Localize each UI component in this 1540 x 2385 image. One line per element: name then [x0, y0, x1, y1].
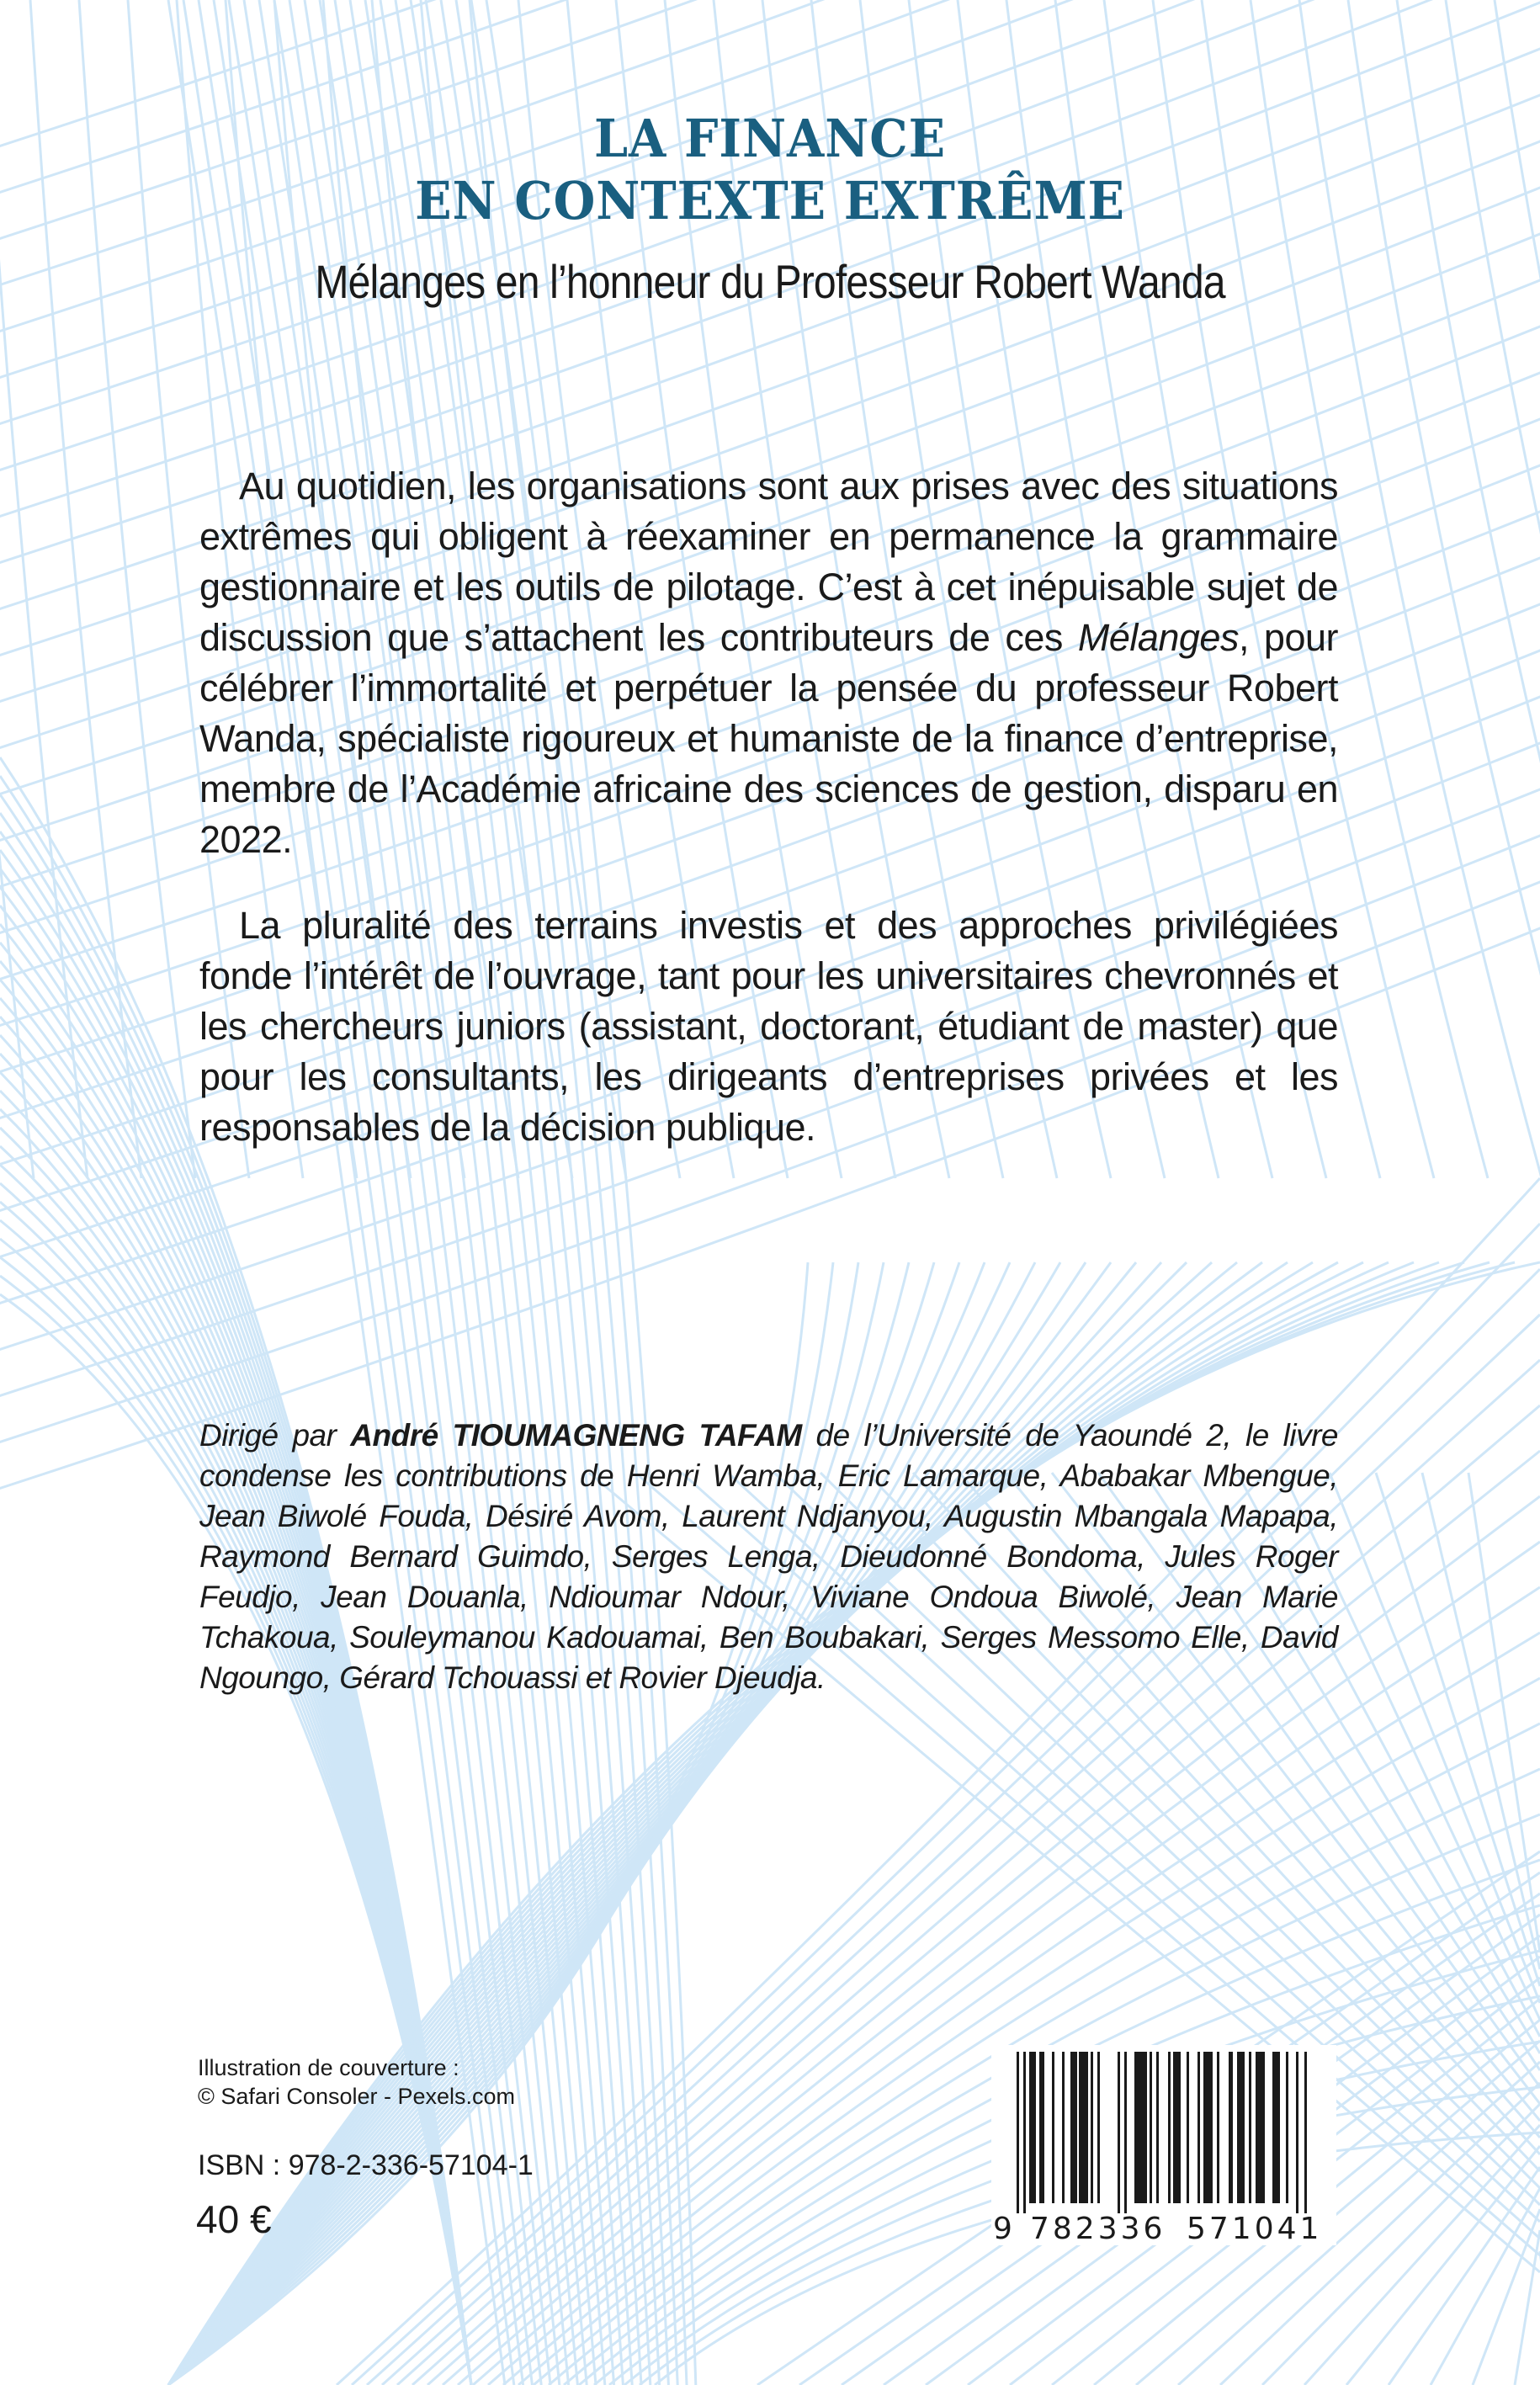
barcode-icon [991, 2045, 1336, 2245]
credits-prefix: Dirigé par [199, 1418, 351, 1453]
paragraph-1-text-b: , pour célébrer l’immortalité et perpétuer la pensée du professeur Robert Wanda, spécialiste rigoureux et humaniste de la finance d’entreprise, membre de l’Académie africaine des sciences de gestion, disparu en 2022. [199, 616, 1338, 861]
book-title [61, 108, 1479, 232]
paragraph-1-italic-title: Mélanges [1077, 616, 1239, 659]
summary-paragraph-1 [199, 461, 1338, 865]
price: 40 € [196, 2197, 272, 2241]
barcode [991, 2045, 1336, 2245]
paragraph-2-text: La pluralité des terrains investis et des approches privilégiées fonde l’intérêt de l’ouvrage, tant pour les universitaires chevronnés et les chercheurs juniors (assistant, doctorant, étudiant de master) que pour les consultants, les dirigeants d’entreprises privées et les responsables de la décision publique. [199, 904, 1338, 1149]
summary-paragraph-2 [199, 900, 1338, 1153]
barcode-left-digits: 782336 [1030, 2212, 1166, 2245]
illustration-label: Illustration de couverture : [198, 2055, 459, 2080]
barcode-right-digits: 571041 [1187, 2212, 1323, 2245]
contributors-paragraph [199, 1416, 1338, 1698]
editor-name: André TIOUMAGNENG TAFAM [350, 1418, 802, 1453]
book-subtitle: Mélanges en l’honneur du Professeur Robert Wanda [315, 255, 1225, 308]
paragraph-1-text-a: Au quotidien, les organisations sont aux prises avec des situations extrêmes qui obligent à réexaminer en permanence la grammaire gestionnaire et les outils de pilotage. C’est à cet inépuisable sujet de discussion que s’attachent les contributeurs de ces [199, 465, 1338, 659]
barcode-first-digit: 9 [993, 2212, 1012, 2245]
illustration-credit [198, 2053, 515, 2111]
illustration-source: © Safari Consoler - Pexels.com [198, 2084, 516, 2109]
title-line-1: LA FINANCE [593, 108, 946, 169]
title-line-2: EN CONTEXTE EXTRÊME [415, 170, 1125, 231]
isbn: ISBN : 978-2-336-57104-1 [198, 2149, 534, 2181]
credits-contributors: de l’Université de Yaoundé 2, le livre condense les contributions de Henri Wamba, Eric Lamarque, Ababakar Mbengue, Jean Biwolé Fouda, Désiré Avom, Laurent Ndjanyou, Augustin Mbangala Mapapa, Raymond Bernard Guimdo, Serges Lenga, Dieudonné Bondoma, Jules Roger Feudjo, Jean Douanla, Ndioumar Ndour, Viviane Ondoua Biwolé, Jean Marie Tchakoua, Souleymanou Kadouamai, Ben Boubakari, Serges Messomo Elle, David Ngoungo, Gérard Tchouassi et Rovier Djeudja. [199, 1418, 1338, 1695]
